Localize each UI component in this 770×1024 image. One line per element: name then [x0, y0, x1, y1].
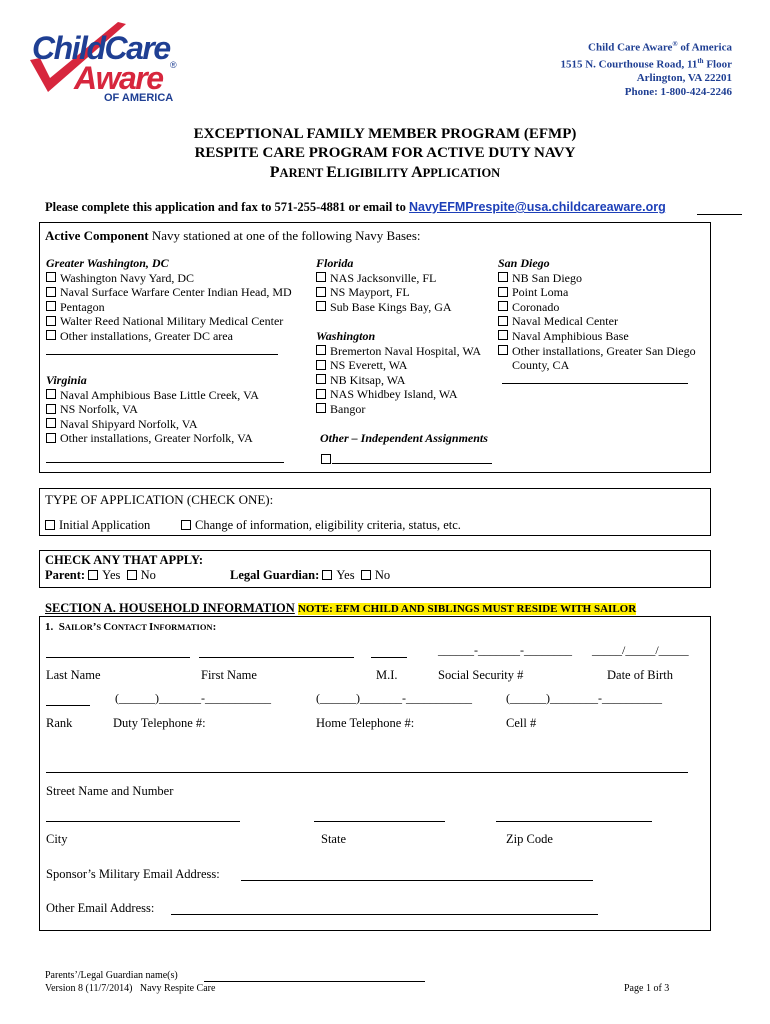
- checkbox[interactable]: [316, 272, 326, 282]
- cell-phone-field[interactable]: (______)________-__________: [506, 691, 662, 705]
- checkbox[interactable]: [127, 570, 137, 580]
- logo-of-america: OF AMERICA: [104, 92, 174, 104]
- logo-aware: Aware: [74, 60, 163, 96]
- checkbox[interactable]: [498, 301, 508, 311]
- mi-label: M.I.: [376, 668, 398, 682]
- parent-no-option[interactable]: No: [127, 568, 156, 582]
- checkbox[interactable]: [46, 301, 56, 311]
- first-name-label: First Name: [201, 668, 257, 682]
- sailor-contact-heading: 1. SAILOR’S CONTACT INFORMATION:: [45, 621, 217, 633]
- florida-title: Florida: [316, 256, 354, 270]
- checkbox[interactable]: [361, 570, 371, 580]
- cell-label: Cell #: [506, 716, 537, 730]
- other-email-field[interactable]: [171, 914, 598, 915]
- florida-list: [316, 256, 452, 314]
- last-name-label: Last Name: [46, 668, 101, 682]
- checkbox[interactable]: [181, 520, 191, 530]
- application-type-box: [39, 488, 711, 536]
- base-option[interactable]: NS Mayport, FL: [316, 285, 452, 300]
- base-option[interactable]: Bangor: [316, 402, 481, 417]
- checkbox[interactable]: [316, 301, 326, 311]
- zip-field[interactable]: [496, 821, 652, 822]
- dob-field[interactable]: _____/_____/_____: [592, 643, 689, 657]
- san-diego-continuation: County, CA: [512, 358, 570, 373]
- checkbox[interactable]: [46, 272, 56, 282]
- rank-label: Rank: [46, 716, 73, 730]
- section-a-title: SECTION A. HOUSEHOLD INFORMATION: [45, 601, 295, 615]
- base-option[interactable]: NS Norfolk, VA: [46, 402, 259, 417]
- other-independent-title: Other – Independent Assignments: [320, 431, 488, 445]
- change-info-option[interactable]: Change of information, eligibility criteria, status, etc.: [181, 518, 461, 533]
- bases-box: [39, 222, 711, 473]
- bases-heading: Active Component Navy stationed at one of the following Navy Bases:: [45, 228, 421, 243]
- independent-option[interactable]: [321, 452, 335, 467]
- street-label: Street Name and Number: [46, 784, 174, 798]
- greater-dc-title: Greater Washington, DC: [46, 256, 169, 270]
- checkbox[interactable]: [46, 316, 56, 326]
- footer-page-number: Page 1 of 3: [624, 983, 670, 994]
- checkbox[interactable]: [498, 287, 508, 297]
- logo-registered: ®: [170, 60, 177, 70]
- base-option[interactable]: Point Loma: [498, 285, 696, 300]
- checkbox[interactable]: [316, 389, 326, 399]
- checkbox[interactable]: [46, 330, 56, 340]
- checkbox[interactable]: [46, 389, 56, 399]
- virginia-list: [46, 373, 259, 446]
- first-name-field[interactable]: [199, 657, 354, 658]
- check-any-title: CHECK ANY THAT APPLY:: [45, 553, 204, 567]
- base-option[interactable]: Other installations, Greater San Diego: [498, 344, 696, 359]
- base-option[interactable]: Naval Surface Warfare Center Indian Head, MD: [46, 285, 292, 300]
- page-title: [0, 125, 770, 183]
- footer-parents-names-field[interactable]: [204, 981, 425, 982]
- section-a-note: NOTE: EFM CHILD AND SIBLINGS MUST RESIDE WITH SAILOR: [297, 603, 637, 615]
- sponsor-email-field[interactable]: [241, 880, 593, 881]
- base-option[interactable]: Washington Navy Yard, DC: [46, 271, 292, 286]
- email-link[interactable]: NavyEFMPrespite@usa.childcareaware.org: [408, 200, 666, 214]
- san-diego-title: San Diego: [498, 256, 550, 270]
- instructions: Please complete this application and fax to 571-255-4881 or email to NavyEFMPrespite@usa.childcareaware.org: [45, 200, 666, 215]
- ssn-label: Social Security #: [438, 668, 524, 682]
- checkbox[interactable]: [498, 272, 508, 282]
- base-option[interactable]: NS Everett, WA: [316, 358, 481, 373]
- other-email-label: Other Email Address:: [46, 901, 158, 915]
- state-field[interactable]: [314, 821, 445, 822]
- org-city: Arlington, VA 22201: [636, 72, 732, 85]
- city-field[interactable]: [46, 821, 240, 822]
- checkbox[interactable]: [316, 403, 326, 413]
- org-phone: Phone: 1-800-424-2246: [624, 85, 732, 98]
- base-option[interactable]: Naval Medical Center: [498, 314, 696, 329]
- section-a-box: [39, 616, 711, 931]
- base-option[interactable]: NAS Jacksonville, FL: [316, 271, 452, 286]
- state-label: State: [321, 832, 346, 846]
- checkbox[interactable]: [498, 316, 508, 326]
- checkbox[interactable]: [46, 287, 56, 297]
- guardian-row: Legal Guardian: Yes No: [230, 568, 391, 582]
- org-address: [472, 38, 732, 99]
- base-option[interactable]: Walter Reed National Military Medical Center: [46, 314, 292, 329]
- footer-parents-names: Parents’/Legal Guardian name(s): [45, 970, 181, 981]
- virginia-title: Virginia: [46, 373, 87, 387]
- duty-phone-field[interactable]: (______)_______-___________: [115, 691, 271, 705]
- sponsor-email-label: Sponsor’s Military Email Address:: [46, 867, 223, 881]
- virginia-other-field[interactable]: [46, 462, 284, 463]
- check-any-box: [39, 550, 711, 588]
- base-option[interactable]: Other installations, Greater Norfolk, VA: [46, 431, 259, 446]
- city-label: City: [46, 832, 68, 846]
- san-diego-list: [498, 256, 696, 373]
- checkbox[interactable]: [46, 433, 56, 443]
- org-street: 1515 N. Courthouse Road, 11th Floor: [560, 57, 732, 71]
- checkbox[interactable]: [321, 454, 331, 464]
- base-option[interactable]: NAS Whidbey Island, WA: [316, 387, 481, 402]
- independent-field[interactable]: [332, 463, 492, 464]
- parent-row: Parent: Yes No: [45, 568, 156, 582]
- washington-title: Washington: [316, 329, 376, 343]
- title-line-3: PARENT ELIGIBILITY APPLICATION: [269, 164, 501, 181]
- section-a-header: [45, 601, 636, 616]
- title-line-1: EXCEPTIONAL FAMILY MEMBER PROGRAM (EFMP): [193, 126, 577, 142]
- base-option[interactable]: NB San Diego: [498, 271, 696, 286]
- washington-list: [316, 329, 481, 417]
- dc-other-field[interactable]: [46, 354, 278, 355]
- base-option[interactable]: Sub Base Kings Bay, GA: [316, 300, 452, 315]
- rank-field[interactable]: [46, 705, 90, 706]
- street-field[interactable]: [46, 772, 688, 773]
- checkbox[interactable]: [322, 570, 332, 580]
- checkbox[interactable]: [316, 374, 326, 384]
- ssn-field[interactable]: ______-_______-________: [438, 643, 572, 657]
- home-phone-field[interactable]: (______)_______-___________: [316, 691, 472, 705]
- checkbox[interactable]: [316, 287, 326, 297]
- checkbox[interactable]: [46, 404, 56, 414]
- base-option[interactable]: Naval Shipyard Norfolk, VA: [46, 417, 259, 432]
- base-option[interactable]: Other installations, Greater DC area: [46, 329, 292, 344]
- org-name: Child Care Aware® of America: [588, 40, 732, 54]
- home-phone-label: Home Telephone #:: [316, 716, 415, 730]
- guardian-yes-option[interactable]: Yes: [322, 568, 354, 582]
- logo-childcare: ChildCare: [32, 30, 170, 66]
- base-option[interactable]: Naval Amphibious Base: [498, 329, 696, 344]
- dob-label: Date of Birth: [607, 668, 673, 682]
- checkbox[interactable]: [498, 345, 508, 355]
- logo: [24, 20, 184, 106]
- zip-label: Zip Code: [506, 832, 553, 846]
- last-name-field[interactable]: [46, 657, 190, 658]
- checkbox[interactable]: [316, 360, 326, 370]
- checkbox[interactable]: [46, 418, 56, 428]
- checkbox[interactable]: [316, 345, 326, 355]
- san-diego-other-field[interactable]: [502, 383, 688, 384]
- checkbox[interactable]: [45, 520, 55, 530]
- duty-phone-label: Duty Telephone #:: [113, 716, 206, 730]
- title-line-2: RESPITE CARE PROGRAM FOR ACTIVE DUTY NAVY: [194, 145, 576, 161]
- base-option[interactable]: Pentagon: [46, 300, 292, 315]
- parent-yes-option[interactable]: Yes: [88, 568, 120, 582]
- checkbox[interactable]: [88, 570, 98, 580]
- checkbox[interactable]: [498, 330, 508, 340]
- footer-version: Version 8 (11/7/2014) Navy Respite Care: [45, 983, 216, 994]
- initial-application-option[interactable]: Initial Application: [45, 518, 150, 533]
- application-type-title: TYPE OF APPLICATION (CHECK ONE):: [45, 492, 274, 507]
- base-option[interactable]: Naval Amphibious Base Little Creek, VA: [46, 388, 259, 403]
- base-option[interactable]: Bremerton Naval Hospital, WA: [316, 344, 481, 359]
- base-option[interactable]: Coronado: [498, 300, 696, 315]
- base-option[interactable]: NB Kitsap, WA: [316, 373, 481, 388]
- greater-dc-list: [46, 256, 292, 344]
- mi-field[interactable]: [371, 657, 407, 658]
- guardian-no-option[interactable]: No: [361, 568, 390, 582]
